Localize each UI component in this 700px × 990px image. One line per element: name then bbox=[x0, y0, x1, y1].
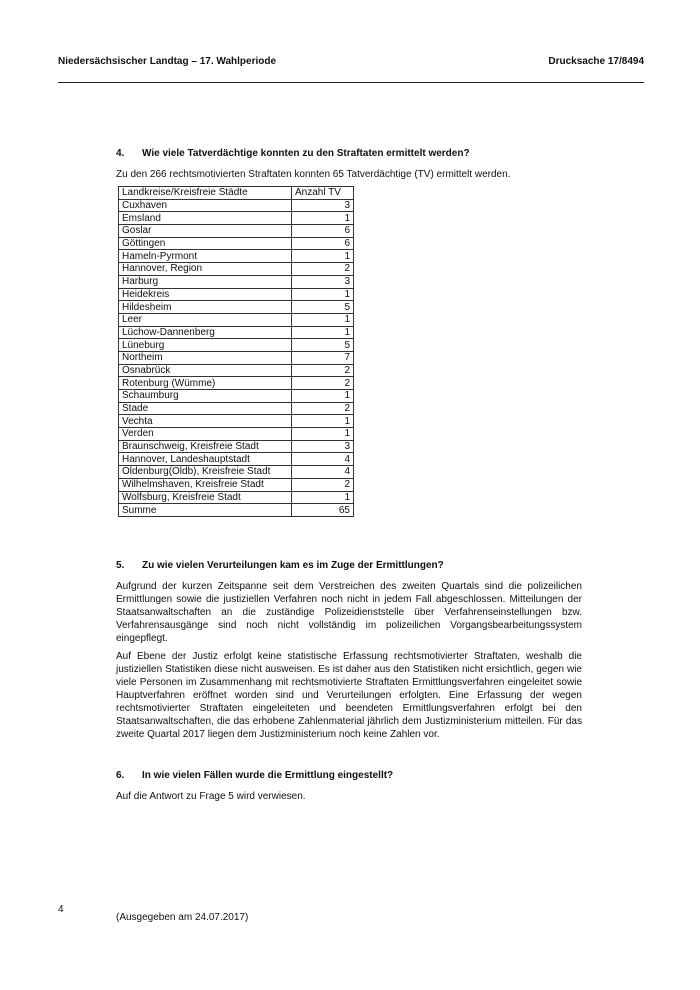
suspect-count: 5 bbox=[292, 301, 354, 314]
table-row bbox=[119, 275, 354, 288]
suspect-count: 1 bbox=[292, 212, 354, 225]
district-name: Hannover, Landeshauptstadt bbox=[119, 453, 292, 466]
question-6-heading bbox=[116, 770, 393, 781]
table-row bbox=[119, 364, 354, 377]
table-row bbox=[119, 237, 354, 250]
question-5-text: Zu wie vielen Verurteilungen kam es im Zuge der Ermittlungen? bbox=[142, 560, 444, 571]
suspect-count: 4 bbox=[292, 466, 354, 479]
district-name: Summe bbox=[119, 504, 292, 517]
suspect-count: 1 bbox=[292, 415, 354, 428]
district-name: Stade bbox=[119, 402, 292, 415]
suspect-count: 1 bbox=[292, 428, 354, 441]
question-5-number: 5. bbox=[116, 560, 125, 571]
question-4-text: Wie viele Tatverdächtige konnten zu den Straftaten ermittelt werden? bbox=[142, 148, 470, 159]
district-name: Osnabrück bbox=[119, 364, 292, 377]
district-name: Wilhelmshaven, Kreisfreie Stadt bbox=[119, 478, 292, 491]
table-row bbox=[119, 453, 354, 466]
district-name: Hannover, Region bbox=[119, 263, 292, 276]
suspect-count: 2 bbox=[292, 402, 354, 415]
district-name: Rotenburg (Wümme) bbox=[119, 377, 292, 390]
district-name: Lüneburg bbox=[119, 339, 292, 352]
table-row bbox=[119, 504, 354, 517]
page-number: 4 bbox=[58, 904, 64, 915]
suspect-count: 1 bbox=[292, 390, 354, 403]
district-name: Oldenburg(Oldb), Kreisfreie Stadt bbox=[119, 466, 292, 479]
suspect-count: 1 bbox=[292, 313, 354, 326]
page-header bbox=[58, 50, 644, 83]
suspect-count: 65 bbox=[292, 504, 354, 517]
question-6-text: In wie vielen Fällen wurde die Ermittlung eingestellt? bbox=[142, 770, 394, 781]
table-row bbox=[119, 466, 354, 479]
suspect-count: 1 bbox=[292, 326, 354, 339]
district-name: Heidekreis bbox=[119, 288, 292, 301]
question-6-answer: Auf die Antwort zu Frage 5 wird verwiesen. bbox=[116, 791, 306, 802]
district-name: Verden bbox=[119, 428, 292, 441]
table-row bbox=[119, 288, 354, 301]
question-4-number: 4. bbox=[116, 148, 125, 159]
table-row bbox=[119, 199, 354, 212]
district-name: Wolfsburg, Kreisfreie Stadt bbox=[119, 491, 292, 504]
table-row bbox=[119, 377, 354, 390]
table-row bbox=[119, 263, 354, 276]
district-name: Northeim bbox=[119, 351, 292, 364]
district-name: Schaumburg bbox=[119, 390, 292, 403]
district-name: Vechta bbox=[119, 415, 292, 428]
table-row bbox=[119, 390, 354, 403]
suspect-count: 2 bbox=[292, 364, 354, 377]
table-header-row bbox=[119, 187, 354, 200]
table-row bbox=[119, 212, 354, 225]
suspect-count: 1 bbox=[292, 250, 354, 263]
issue-date: (Ausgegeben am 24.07.2017) bbox=[116, 912, 249, 923]
district-name: Leer bbox=[119, 313, 292, 326]
district-name: Goslar bbox=[119, 225, 292, 238]
district-name: Cuxhaven bbox=[119, 199, 292, 212]
suspect-count: 3 bbox=[292, 199, 354, 212]
suspect-count: 6 bbox=[292, 237, 354, 250]
suspect-count: 3 bbox=[292, 275, 354, 288]
column-header-district: Landkreise/Kreisfreie Städte bbox=[119, 187, 292, 200]
suspects-table bbox=[118, 186, 354, 517]
district-name: Göttingen bbox=[119, 237, 292, 250]
district-name: Braunschweig, Kreisfreie Stadt bbox=[119, 440, 292, 453]
district-name: Hildesheim bbox=[119, 301, 292, 314]
district-name: Harburg bbox=[119, 275, 292, 288]
table-row bbox=[119, 351, 354, 364]
table-row bbox=[119, 326, 354, 339]
suspect-count: 3 bbox=[292, 440, 354, 453]
suspect-count: 5 bbox=[292, 339, 354, 352]
suspect-count: 1 bbox=[292, 288, 354, 301]
question-5-paragraph-1: Aufgrund der kurzen Zeitspanne seit dem Verstreichen des zweiten Quartals sind die polizeilichen Ermittlungen sowie die justiziellen Verfahren noch nicht in jedem Fall abgeschlossen. Mitteilungen der Staatsanwaltschaften an die zuständige Polizeidienststelle über Verfahrenseinstellungen bzw. Verfahrensausgänge sind noch nicht vollständig im polizeilichen Vorgangsbearbeitungssystem eingepflegt. bbox=[116, 581, 582, 644]
table-row bbox=[119, 402, 354, 415]
table-row bbox=[119, 313, 354, 326]
suspect-count: 2 bbox=[292, 478, 354, 491]
suspect-count: 2 bbox=[292, 263, 354, 276]
parliament-title: Niedersächsischer Landtag – 17. Wahlperiode bbox=[58, 56, 277, 67]
question-6-number: 6. bbox=[116, 770, 125, 781]
table-row bbox=[119, 440, 354, 453]
table-row bbox=[119, 301, 354, 314]
document-number: Drucksache 17/8494 bbox=[548, 56, 644, 67]
table-row bbox=[119, 339, 354, 352]
table-row bbox=[119, 225, 354, 238]
suspect-count: 2 bbox=[292, 377, 354, 390]
table-row bbox=[119, 491, 354, 504]
question-5-paragraph-2: Auf Ebene der Justiz erfolgt keine statistische Erfassung rechtsmotivierter Straftaten, weshalb die justiziellen Statistiken diese nicht ausweisen. Es ist daher aus den Statistiken nicht ersichtlich, gegen wie viele Personen im Zusammenhang mit rechtsmotivierte Straftaten Ermittlungsverfahren eingeleitet sowie Hauptverfahren eröffnet worden sind und Verurteilungen erfolgten. Eine Erfassung der wegen rechtsmotivierter Straftaten eingeleiteten und beendeten Ermittlungsverfahren erfolgt bei den Staatsanwaltschaften, die das erhobene Zahlenmaterial jährlich dem Justizministerium mitteilen. Für das zweite Quartal 2017 liegen dem Justizministerium noch keine Zahlen vor. bbox=[116, 651, 582, 740]
district-name: Hameln-Pyrmont bbox=[119, 250, 292, 263]
question-4-intro: Zu den 266 rechtsmotivierten Straftaten konnten 65 Tatverdächtige (TV) ermittelt werden. bbox=[116, 169, 511, 180]
district-name: Emsland bbox=[119, 212, 292, 225]
column-header-count: Anzahl TV bbox=[292, 187, 354, 200]
table-row bbox=[119, 428, 354, 441]
question-4-heading bbox=[116, 148, 470, 159]
question-5-heading bbox=[116, 560, 444, 571]
suspect-count: 4 bbox=[292, 453, 354, 466]
suspect-count: 6 bbox=[292, 225, 354, 238]
suspect-count: 1 bbox=[292, 491, 354, 504]
table-row bbox=[119, 415, 354, 428]
table-row bbox=[119, 478, 354, 491]
table-row bbox=[119, 250, 354, 263]
district-name: Lüchow-Dannenberg bbox=[119, 326, 292, 339]
suspect-count: 7 bbox=[292, 351, 354, 364]
